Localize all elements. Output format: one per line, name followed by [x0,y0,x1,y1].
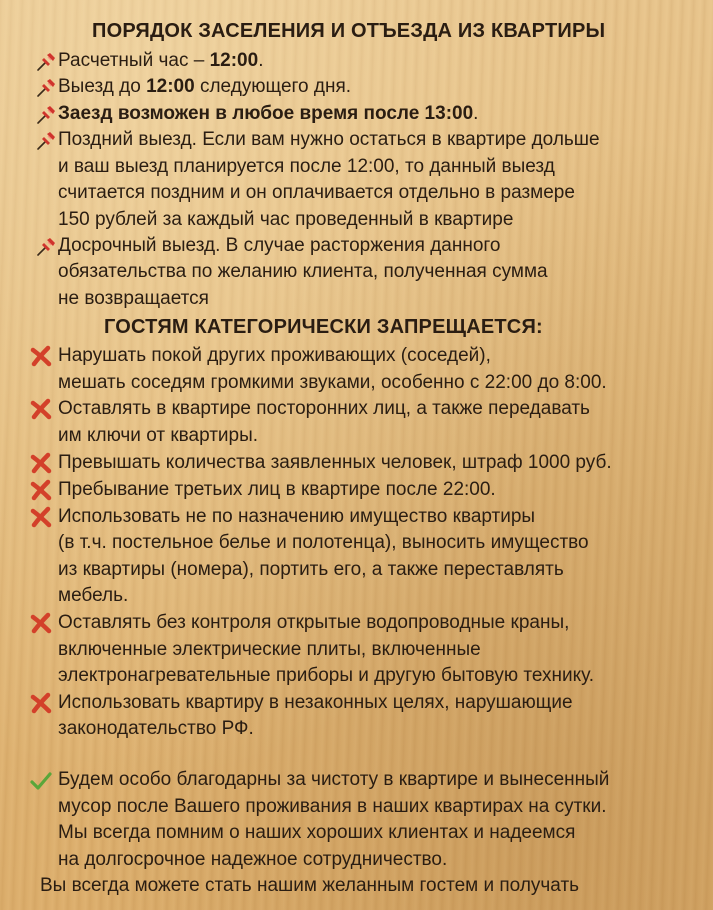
red-cross-icon [30,612,52,634]
rule-item [58,504,589,610]
rule-item [58,343,607,396]
rule-line: Превышать количества заявленных человек, штраф 1000 руб. [58,451,612,473]
red-cross-icon [30,398,52,420]
rule-line: Оставлять в квартире посторонних лиц, а также передавать [58,398,590,420]
rule-line: Оставлять без контроля открытые водопроводные краны, [58,612,570,633]
rule-item [58,74,351,101]
rule-line: не возвращается [58,287,209,309]
rule-item [58,396,590,449]
rule-item [58,610,594,690]
rule-line: Досрочный выезд. В случае расторжения данного [58,234,501,256]
rule-line: мешать соседям громкими звуками, особенно с 22:00 до 8:00. [58,371,607,393]
rule-line: из квартиры (номера), портить его, а также переставлять [58,558,564,580]
pushpin-icon [36,235,58,257]
rule-line: Расчетный час – 12:00. [58,50,264,71]
red-cross-icon [30,506,52,528]
rule-line: Пребывание третьих лиц в квартире после 22:00. [58,478,496,500]
rule-line: Заезд возможен в любое время после 13:00. [58,102,479,124]
rule-line: (в т.ч. постельное белье и полотенца), выносить имущество [58,532,589,554]
rule-item [58,233,548,313]
pushpin-icon [36,129,58,151]
rule-item [58,477,496,504]
rule-line: 150 рублей за каждый час проведенный в квартире [58,208,514,230]
rule-line: и ваш выезд планируется после 12:00, то данный выезд [58,155,555,177]
rule-line: обязательства по желанию клиента, полученная сумма [58,261,548,283]
red-cross-icon [30,692,52,714]
rule-line: Поздний выезд. Если вам нужно остаться в квартире дольше [58,129,600,151]
thanks-line: на долгосрочное надежное сотрудничество. [58,848,448,870]
rule-item [58,48,263,75]
rule-line: им ключи от квартиры. [58,424,259,446]
rule-line: включенные электрические плиты, включенные [58,638,481,660]
prohibited-heading: ГОСТЯМ КАТЕГОРИЧЕСКИ ЗАПРЕЩАЕТСЯ: [104,316,543,338]
rule-item [58,101,478,128]
thanks-paragraph [58,767,609,873]
rule-line: законодательство РФ. [58,718,254,740]
rule-line: Выезд до 12:00 следующего дня. [58,76,352,98]
thanks-line: мусор после Вашего проживания в наших квартирах на сутки. [58,795,607,817]
pushpin-icon [36,76,58,98]
red-cross-icon [30,345,52,367]
pushpin-icon [36,103,58,125]
rule-line: Использовать не по назначению имущество квартиры [58,505,536,527]
green-checkmark-icon [30,770,52,792]
rule-line: Нарушать покой других проживающих (соседей), [58,345,491,366]
thanks-line: Будем особо благодарны за чистоту в квартире и вынесенный [58,769,610,790]
page-title: ПОРЯДОК ЗАСЕЛЕНИЯ И ОТЪЕЗДА ИЗ КВАРТИРЫ [92,20,606,42]
footer-line: Вы всегда можете стать нашим желанным гостем и получать [40,875,580,896]
pushpin-icon [36,50,58,72]
rule-item [58,690,573,743]
rule-line: Использовать квартиру в незаконных целях, нарушающие [58,691,573,713]
rule-line: считается поздним и он оплачивается отдельно в размере [58,182,575,204]
thanks-line: Мы всегда помним о наших хороших клиентах и надеемся [58,822,576,843]
rule-item [58,450,612,477]
rule-line: электронагревательные приборы и другую бытовую технику. [58,665,595,686]
red-cross-icon [30,479,52,501]
rule-line: мебель. [58,585,129,607]
red-cross-icon [30,452,52,474]
rule-item [58,127,600,233]
